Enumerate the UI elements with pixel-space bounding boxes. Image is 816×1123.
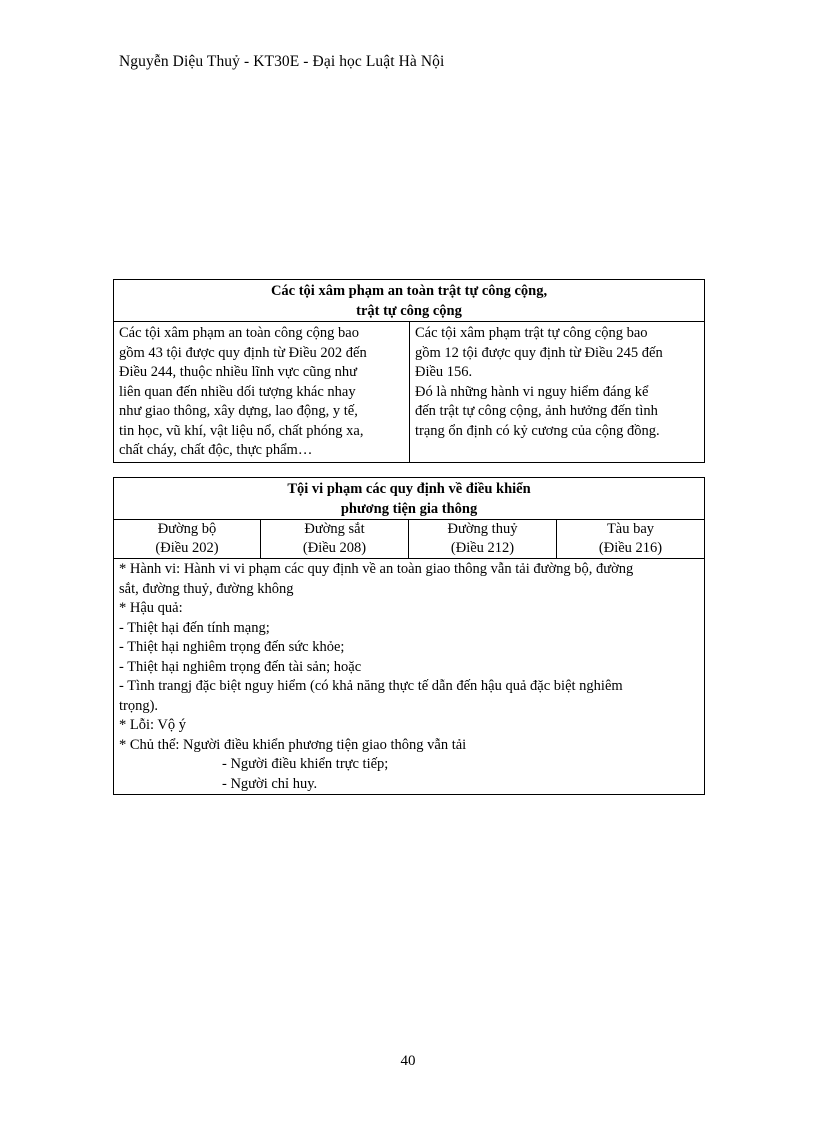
title-line: Tội vi phạm các quy định về điều khiển	[287, 481, 531, 497]
mode-aircraft-cell	[557, 520, 705, 559]
mode-name: Đường thuỷ	[447, 521, 518, 537]
detail-line: * Lỗi: Vộ ý	[119, 717, 186, 733]
detail-line: - Thiệt hại nghiêm trọng đến sức khỏe;	[119, 639, 345, 655]
text-line: Các tội xâm phạm trật tự công cộng bao	[415, 325, 648, 341]
text-line: Điều 156.	[415, 364, 473, 380]
document-header: Nguyễn Diệu Thuỷ - KT30E - Đại học Luật Hà Nội	[119, 53, 445, 70]
detail-line: - Thiệt hại đến tính mạng;	[119, 619, 270, 636]
public-safety-crimes-cell	[114, 322, 410, 463]
detail-line: * Chủ thể: Người điều khiển phương tiện giao thông vẫn tải	[119, 736, 467, 753]
mode-article: (Điều 202)	[155, 540, 219, 556]
public-order-crimes-cell	[410, 322, 705, 463]
mode-name: Đường bộ	[157, 521, 217, 537]
text-line: trạng ổn định có kỷ cương của cộng đồng.	[415, 422, 660, 439]
detail-line: trọng).	[119, 697, 159, 714]
subject-item: - Người chỉ huy.	[222, 775, 318, 792]
text-line: Điều 244, thuộc nhiều lĩnh vực cũng như	[119, 364, 358, 380]
text-line: chất cháy, chất độc, thực phẩm…	[119, 442, 313, 458]
mode-name: Đường sắt	[304, 521, 365, 537]
public-order-table-title	[114, 280, 705, 322]
text-line: gồm 12 tội được quy định từ Điều 245 đến	[415, 344, 663, 361]
mode-road-cell	[114, 520, 261, 559]
text-line: Đó là những hành vi nguy hiểm đáng kể	[415, 383, 649, 400]
title-line: Các tội xâm phạm an toàn trật tự công cộng,	[270, 283, 548, 299]
text-line: như giao thông, xây dựng, lao động, y tế,	[119, 403, 358, 419]
subject-item: - Người điều khiển trực tiếp;	[222, 756, 389, 772]
page-number: 40	[400, 1053, 416, 1069]
text-line: đến trật tự công cộng, ảnh hưởng đến tình	[415, 403, 658, 419]
text-line: Các tội xâm phạm an toàn công cộng bao	[119, 325, 359, 341]
detail-line: * Hậu quả:	[119, 600, 183, 616]
detail-line: - Tình trangj đặc biệt nguy hiểm (có khả năng thực tế dẫn đến hậu quả đặc biệt nghiêm	[119, 678, 623, 694]
mode-article: (Điều 216)	[598, 540, 663, 556]
title-line: trật tự công cộng	[356, 302, 462, 319]
detail-line: * Hành vi: Hành vi vi phạm các quy định về an toàn giao thông vẫn tải đường bộ, đường	[119, 561, 634, 577]
mode-article: (Điều 212)	[450, 540, 515, 556]
mode-rail-cell	[261, 520, 409, 559]
offense-details-cell	[114, 559, 705, 795]
traffic-table-title	[114, 478, 705, 520]
mode-waterway-cell	[409, 520, 557, 559]
text-line: tin học, vũ khí, vật liệu nổ, chất phóng xa,	[119, 422, 364, 439]
traffic-violations-table	[113, 477, 705, 795]
public-order-crimes-table	[113, 279, 705, 463]
text-line: gồm 43 tội được quy định từ Điều 202 đến	[119, 344, 367, 361]
mode-article: (Điều 208)	[302, 540, 367, 556]
text-line: liên quan đến nhiều dối tượng khác nhay	[119, 383, 356, 400]
mode-name: Tàu bay	[606, 521, 655, 537]
detail-line: - Thiệt hại nghiêm trọng đến tài sản; hoặc	[119, 658, 362, 675]
detail-line: sắt, đường thuỷ, đường không	[119, 580, 294, 597]
title-line: phương tiện gia thông	[340, 500, 478, 517]
